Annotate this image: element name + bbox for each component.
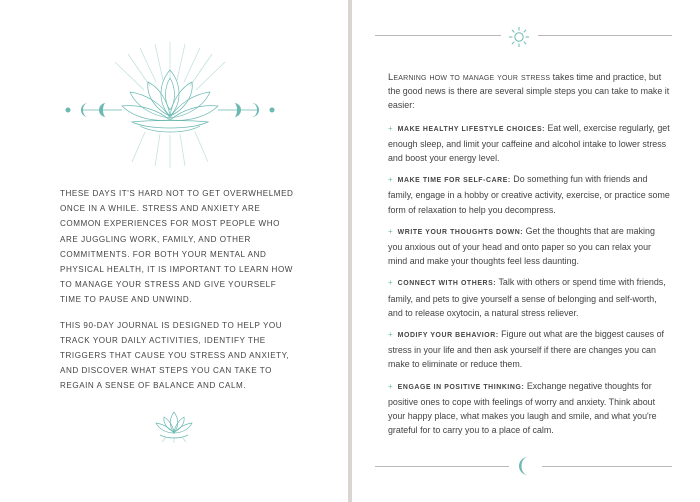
tip-title: MAKE TIME FOR SELF-CARE: xyxy=(397,177,511,185)
tip-text: Do something fun with friends and family, engage in a hobby or creative activity, exercise, or practice some form of relaxation to help you decompress. xyxy=(388,174,670,215)
bottom-rule-left xyxy=(375,466,509,467)
journal-paragraph: THIS 90-DAY JOURNAL IS DESIGNED TO HELP YOU TRACK YOUR DAILY ACTIVITIES, IDENTIFY THE TRIGGERS THAT CAUSE YOU STRESS AND ANXIETY, AND DISCOVER WHAT STEPS YOU CAN TAKE TO REGAIN A SENSE OF BALANCE AND CALM. xyxy=(60,320,290,391)
plus-bullet-icon: + xyxy=(388,381,393,391)
small-lotus-icon xyxy=(150,408,198,444)
tip-text: Exchange negative thoughts for positive ones to cope with feelings of worry and anxiety. Think about your happy place, what makes you laugh and smile, and what you're grateful for to carry you to a place of calm. xyxy=(388,380,657,436)
tip-item xyxy=(388,172,670,217)
top-rule-right xyxy=(538,35,672,36)
tip-title: MAKE HEALTHY LIFESTYLE CHOICES: xyxy=(397,125,546,133)
top-rule-left xyxy=(375,35,501,36)
left-page-text xyxy=(60,186,300,404)
tip-title: MODIFY YOUR BEHAVIOR: xyxy=(397,332,499,340)
plus-bullet-icon: + xyxy=(388,175,393,185)
tip-item xyxy=(388,327,670,372)
crescent-moon-icon xyxy=(519,456,533,476)
tip-item xyxy=(388,224,670,269)
right-page-text xyxy=(388,70,670,444)
tip-text: Figure out what are the biggest causes of stress in your life and then ask yourself if there are changes you can make to eliminate or reduce them. xyxy=(388,329,664,370)
bottom-rule-right xyxy=(542,466,672,467)
tip-title: CONNECT WITH OTHERS: xyxy=(397,280,497,288)
sun-icon xyxy=(508,26,530,48)
plus-bullet-icon: + xyxy=(388,330,393,340)
plus-bullet-icon: + xyxy=(388,278,393,288)
tip-text: Talk with others or spend time with friends, family, and pets to give yourself a sense of belonging and self-worth, and to release oxytocin, a natural stress reliever. xyxy=(388,277,666,318)
tip-item xyxy=(388,379,670,438)
tip-text: Eat well, exercise regularly, get enough sleep, and limit your caffeine and alcohol intake to lower stress and boost your energy level. xyxy=(388,122,670,164)
tip-item xyxy=(388,275,670,320)
intro-paragraph: THESE DAYS IT'S HARD NOT TO GET OVERWHELMED ONCE IN A WHILE. STRESS AND ANXIETY ARE COMMON EXPERIENCES FOR MOST PEOPLE WHO ARE JUGGLING WORK, FAMILY, AND OTHER COMMITMENTS. FOR BOTH YOUR MENTAL AND PHYSICAL HEALTH, IT IS IMPORTANT TO LEARN HOW TO MANAGE YOUR STRESS AND GIVE YOURSELF TIME TO PAUSE AND UNWIND. xyxy=(60,189,294,305)
left-page xyxy=(0,0,348,502)
plus-bullet-icon: + xyxy=(388,123,393,133)
tip-title: ENGAGE IN POSITIVE THINKING: xyxy=(397,383,525,391)
intro-rest: takes time and practice, but the good news is there are several simple steps you can take to make it easier: xyxy=(388,72,670,111)
lotus-moon-ornament xyxy=(60,40,280,170)
intro-lead: Learning how to manage your stress xyxy=(388,71,551,82)
tip-item xyxy=(388,121,670,166)
tip-title: WRITE YOUR THOUGHTS DOWN: xyxy=(397,228,524,236)
plus-bullet-icon: + xyxy=(388,226,393,236)
tip-text: Get the thoughts that are making you anxious out of your head and onto paper so you can relax your mind and make your thoughts feel less daunting. xyxy=(388,225,655,267)
stress-intro xyxy=(388,70,670,113)
